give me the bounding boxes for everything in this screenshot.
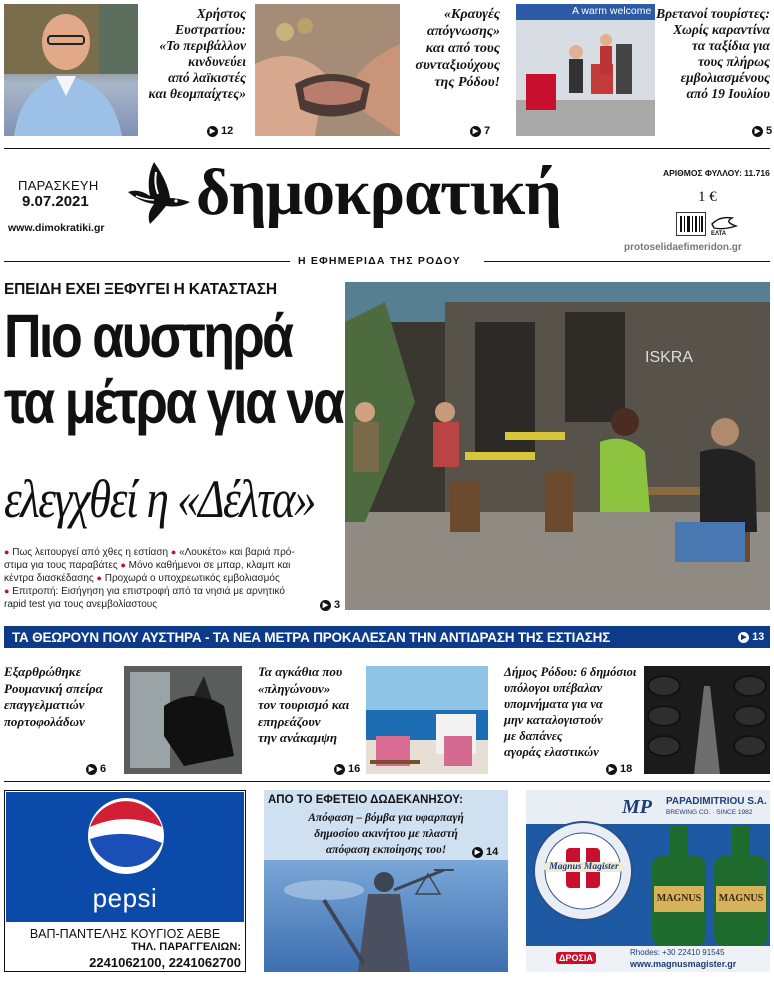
page-ref-badge[interactable]: ▶ 7	[470, 125, 490, 137]
lead-kicker: ΕΠΕΙΔΗ ΕΧΕΙ ΞΕΦΥΓΕΙ Η ΚΑΤΑΣΤΑΣΗ	[4, 281, 277, 298]
masthead-right-rule	[484, 261, 770, 262]
page-ref-badge[interactable]: ▶ 13	[738, 631, 764, 643]
story-municipality[interactable]: Δήμος Ρόδου: 6 δημόσιοι υπόλογοι υπέβαλαν υπομνήματα για να μην καταλογιστούν με δαπάνες αγοράς ελαστικών	[504, 665, 637, 759]
pepsi-globe-icon	[87, 797, 165, 875]
teaser-line: Βρετανοί τουρίστες:	[656, 6, 770, 21]
arrow-icon: ▶	[207, 126, 218, 137]
bottle-label-left: MAGNUS	[656, 893, 702, 904]
graffiti-text: ISKRA	[645, 349, 694, 366]
elta-label: ΕΛΤΑ	[711, 231, 727, 237]
court-kicker: ΑΠΟ ΤΟ ΕΦΕΤΕΙΟ ΔΩΔΕΚΑΝΗΣΟΥ:	[268, 794, 463, 806]
magnus-seal-text: Magnus Magister	[544, 862, 624, 872]
story-tourism[interactable]: Τα αγκάθια που «πληγώνουν» τον τουρισμό και επηρεάζουν την ανάκαμψη	[258, 664, 350, 745]
mp-logo: MP	[622, 796, 652, 818]
banner-strip[interactable]	[4, 626, 770, 648]
pepsi-company: ΒΑΠ-ΠΑΝΤΕΛΗΣ ΚΟΥΓΙΟΣ ΑΕΒΕ	[29, 927, 221, 941]
lead-headline-line: Πιο αυστηρά	[4, 304, 292, 372]
story-photo-santorini[interactable]	[366, 666, 488, 774]
beer-tagline: BREWING CO. · SINCE 1982	[666, 809, 753, 816]
teaser-eustratiou-text[interactable]	[140, 6, 246, 102]
wallet-coins-icon	[255, 4, 400, 136]
pepsi-phone-label: ΤΗΛ. ΠΑΡΑΓΓΕΛΙΩΝ:	[131, 941, 241, 953]
teaser-line: «Κραυγές	[444, 7, 500, 22]
masthead-website[interactable]: www.dimokratiki.gr	[8, 222, 105, 234]
teaser-line: απόγνωσης»	[426, 24, 500, 39]
ad-court[interactable]	[264, 790, 508, 972]
teaser-line: τα ταξίδια για	[691, 38, 770, 53]
ad-beer[interactable]	[526, 790, 770, 972]
beer-bottles-icon	[644, 826, 768, 946]
airport-sign: A warm welcome	[572, 5, 652, 17]
arrow-icon: ▶	[472, 847, 483, 858]
teaser-tourists-text[interactable]	[656, 6, 770, 102]
glove-window-icon	[124, 666, 242, 774]
stories-bottom-rule	[4, 781, 770, 782]
lead-headline-italic[interactable]: ελεγχθεί η «Δέλτα»	[4, 469, 316, 530]
teaser-line: από λαϊκιστές	[168, 70, 246, 85]
lead-headline[interactable]	[4, 304, 344, 438]
pepsi-phones[interactable]: 2241062100, 2241062700	[89, 955, 241, 970]
arrow-icon: ▶	[738, 632, 749, 643]
beer-company: PAPADIMITRIOU S.A.	[666, 796, 767, 807]
teaser-photo-airport[interactable]	[516, 4, 655, 136]
story-photo-burglar[interactable]	[124, 666, 242, 774]
story-photo-tyres[interactable]	[644, 666, 770, 774]
teaser-line: από 19 Ιουλίου	[686, 86, 770, 101]
masthead-date: 9.07.2021	[22, 193, 89, 210]
beer-website[interactable]: www.magnusmagister.gr	[630, 959, 737, 969]
teaser-line: συνταξιούχους	[415, 58, 500, 73]
teaser-photo-wallet[interactable]	[255, 4, 400, 136]
arrow-icon: ▶	[752, 126, 763, 137]
lead-bullets: ● Πως λειτουργεί από χθες η εστίαση ● «Λουκέτο» και βαριά πρό- στιμα για τους παραβάτες ● Μόνο καθήμενοι σε μπαρ, κλαμπ και κέντρα διασκέδασης ● Προχωρά ο υποχρεωτικός εμβολιασμός ● Επιτροπή: Εισήγηση για επιστροφή από τα νησιά με αρνητικό rapid test για τους ανεμβολίαστους	[4, 547, 295, 610]
page-ref-badge[interactable]: ▶ 6	[86, 763, 106, 775]
barcode-icon	[676, 212, 706, 236]
masthead-day: ΠΑΡΑΣΚΕΥΗ	[18, 178, 99, 193]
masthead-title[interactable]: δημοκρατική	[196, 156, 561, 229]
arrow-icon: ▶	[320, 600, 331, 611]
teaser-line: Χωρίς καραντίνα	[673, 22, 770, 37]
teaser-line: «Το περιβάλλον	[159, 38, 246, 53]
page-ref-badge[interactable]: ▶ 5	[752, 125, 772, 137]
lead-headline-line: τα μέτρα για να	[4, 368, 343, 438]
masthead-left-rule	[4, 261, 290, 262]
teaser-line: της Ρόδου!	[434, 75, 500, 90]
cafe-terrace-icon	[345, 282, 770, 610]
teaser-line: και θεομπαίχτες»	[148, 86, 246, 101]
source-watermark: protoselidaefimeridon.gr	[624, 242, 742, 253]
pepsi-wordmark: pepsi	[92, 883, 158, 913]
arrow-icon: ▶	[606, 764, 617, 775]
teaser-photo-eustratiou[interactable]	[4, 4, 138, 136]
beer-phone: Rhodes: +30 22410 91545	[630, 948, 725, 957]
ad-pepsi[interactable]	[4, 790, 246, 972]
masthead-price: 1 €	[698, 189, 717, 205]
page-ref-badge[interactable]: ▶ 12	[207, 125, 233, 137]
drosia-logo: ΔΡΟΣΙΑ	[556, 952, 596, 964]
teaser-line: κινδυνεύει	[188, 54, 246, 69]
masthead-subtitle: Η ΕΦΗΜΕΡΙΔΑ ΤΗΣ ΡΟΔΟΥ	[298, 255, 461, 267]
masthead-issue: ΑΡΙΘΜΟΣ ΦΥΛΛΟΥ: 11.716	[663, 168, 770, 178]
court-text: Απόφαση – βόμβα για υφαρπαγή δημοσίου ακινήτου με πλαστή απόφαση εκποίησης του!	[308, 812, 464, 856]
teaser-line: Ευστρατίου:	[175, 22, 246, 37]
airport-travellers-icon	[516, 4, 655, 136]
story-pickpockets[interactable]: Εξαρθρώθηκε Ρουμανική σπείρα επαγγελματιών πορτοφολάδων	[4, 664, 103, 729]
teaser-line: Χρήστος	[196, 6, 246, 21]
lady-justice-icon	[264, 860, 508, 972]
sea-terrace-icon	[366, 666, 488, 774]
arrow-icon: ▶	[86, 764, 97, 775]
dove-logo-icon	[124, 158, 194, 230]
tyre-stack-icon	[644, 666, 770, 774]
banner-text: ΤΑ ΘΕΩΡΟΥΝ ΠΟΛΥ ΑΥΣΤΗΡΑ - ΤΑ ΝΕΑ ΜΕΤΡΑ ΠΡΟΚΑΛΕΣΑΝ ΤΗΝ ΑΝΤΙΔΡΑΣΗ ΤΗΣ ΕΣΤΙΑΣΗΣ	[12, 629, 611, 645]
page-ref-badge[interactable]: ▶ 14	[472, 846, 498, 858]
teaser-pensioners-text[interactable]	[402, 6, 500, 91]
man-portrait-icon	[4, 4, 138, 136]
arrow-icon: ▶	[334, 764, 345, 775]
teaser-line: εμβολιασμένους	[680, 70, 770, 85]
page-ref-badge[interactable]: ▶ 3	[320, 599, 340, 611]
bottle-label-right: MAGNUS	[718, 893, 764, 904]
page-ref-badge[interactable]: ▶ 18	[606, 763, 632, 775]
teaser-line: τους πλήρως	[697, 54, 770, 69]
arrow-icon: ▶	[470, 126, 481, 137]
masthead-top-rule	[4, 148, 770, 149]
page-ref-badge[interactable]: ▶ 16	[334, 763, 360, 775]
teaser-line: και από τους	[425, 41, 500, 56]
lead-photo-cafe[interactable]	[345, 282, 770, 610]
